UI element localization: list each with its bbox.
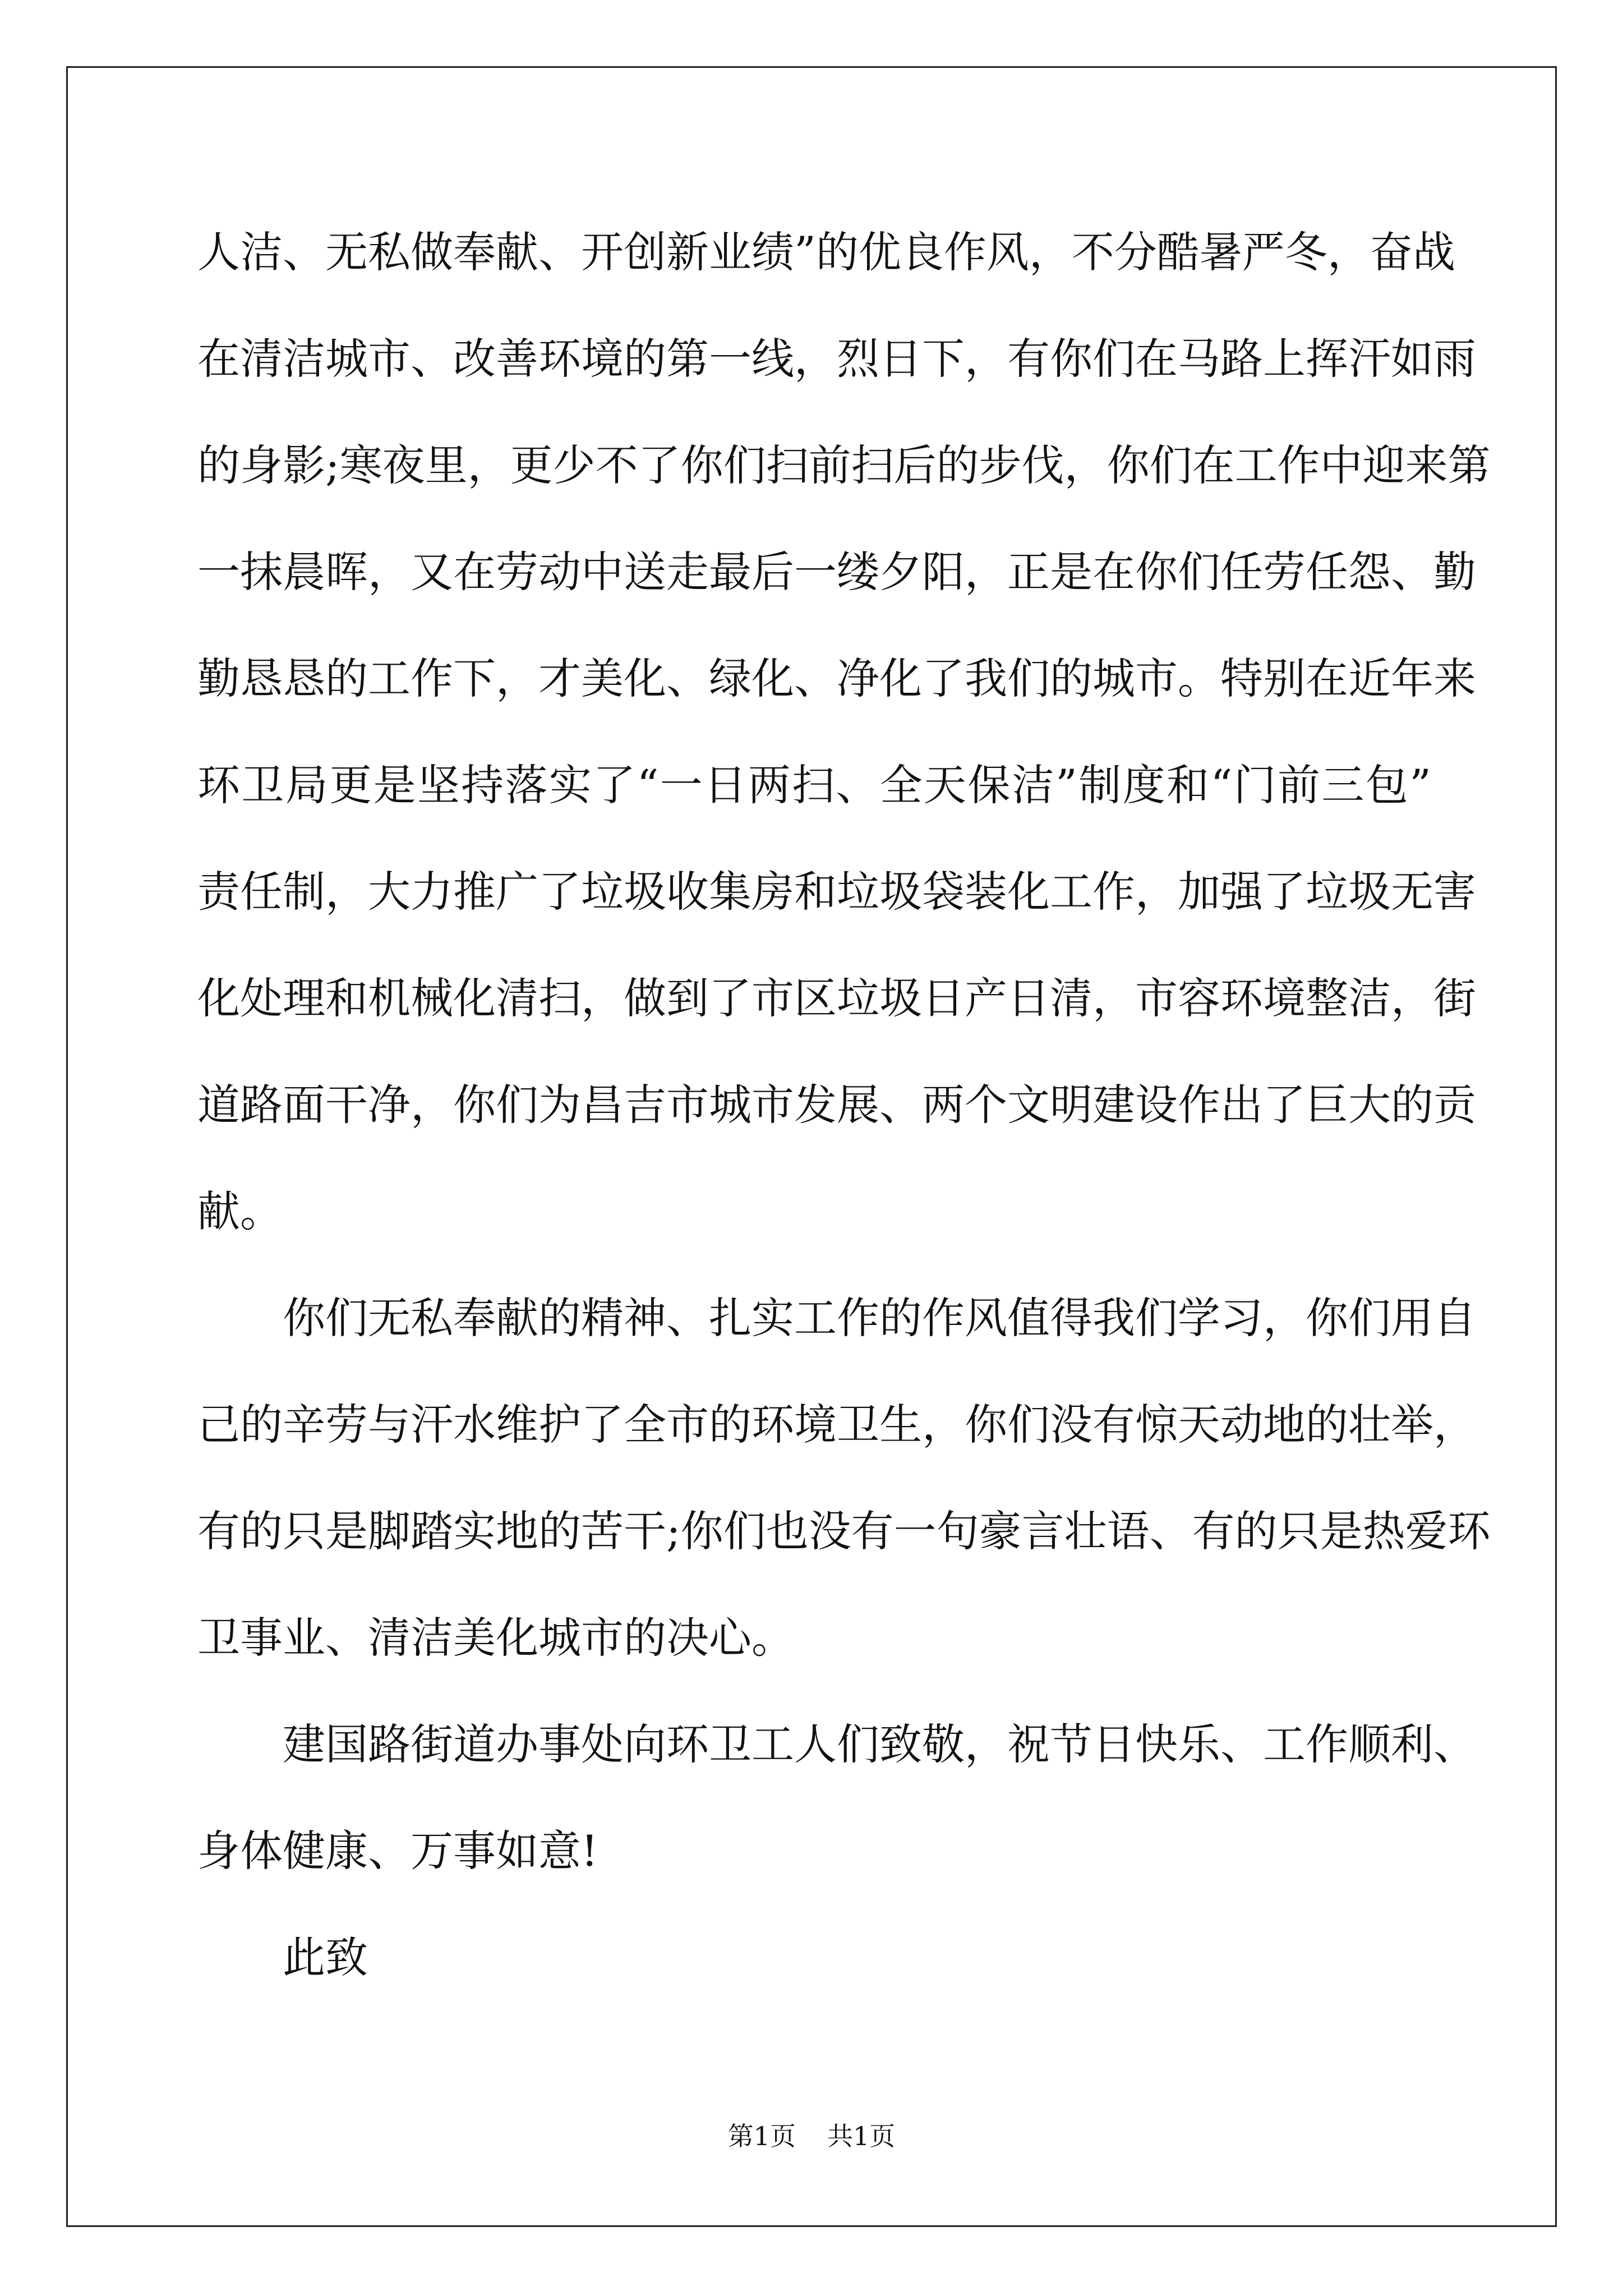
text-line: 责任制，大力推广了垃圾收集房和垃圾袋装化工作，加强了垃圾无害	[197, 867, 1476, 917]
text-line: 的身影;寒夜里，更少不了你们扫前扫后的步伐，你们在工作中迎来第	[197, 440, 1491, 490]
page-footer	[0, 2119, 1623, 2153]
page-number: 第1页	[727, 2121, 796, 2151]
letter-body	[197, 209, 1491, 2021]
paragraph-first-line: 建国路街道办事处向环卫工人们致敬，祝节日快乐、工作顺利、	[283, 1719, 1476, 1769]
text-line: 勤恳恳的工作下，才美化、绿化、净化了我们的城市。特别在近年来	[197, 654, 1476, 703]
text-line: 道路面干净，你们为昌吉市城市发展、两个文明建设作出了巨大的贡	[197, 1080, 1476, 1130]
text-line: 一抹晨晖，又在劳动中送走最后一缕夕阳，正是在你们任劳任怨、勤	[197, 547, 1476, 597]
text-line: 献。	[197, 1186, 283, 1236]
page-total: 共1页	[827, 2121, 896, 2151]
text-line: 环卫局更是坚持落实了“一日两扫、全天保洁”制度和“门前三包”	[197, 760, 1431, 810]
text-line: 己的辛劳与汗水维护了全市的环境卫生，你们没有惊天动地的壮举，	[197, 1400, 1476, 1450]
text-line: 在清洁城市、改善环境的第一线，烈日下，有你们在马路上挥汗如雨	[197, 334, 1476, 384]
closing-salutation: 此致	[283, 1932, 368, 1982]
text-line: 身体健康、万事如意!	[197, 1826, 598, 1876]
text-line: 有的只是脚踏实地的苦干;你们也没有一句豪言壮语、有的只是热爱环	[197, 1506, 1491, 1556]
text-line: 卫事业、清洁美化城市的决心。	[197, 1613, 794, 1663]
paragraph-first-line: 你们无私奉献的精神、扎实工作的作风值得我们学习，你们用自	[283, 1293, 1476, 1343]
text-line: 化处理和机械化清扫，做到了市区垃圾日产日清，市容环境整洁，街	[197, 973, 1476, 1023]
text-line: 人洁、无私做奉献、开创新业绩”的优良作风，不分酷暑严冬，奋战	[197, 227, 1455, 277]
